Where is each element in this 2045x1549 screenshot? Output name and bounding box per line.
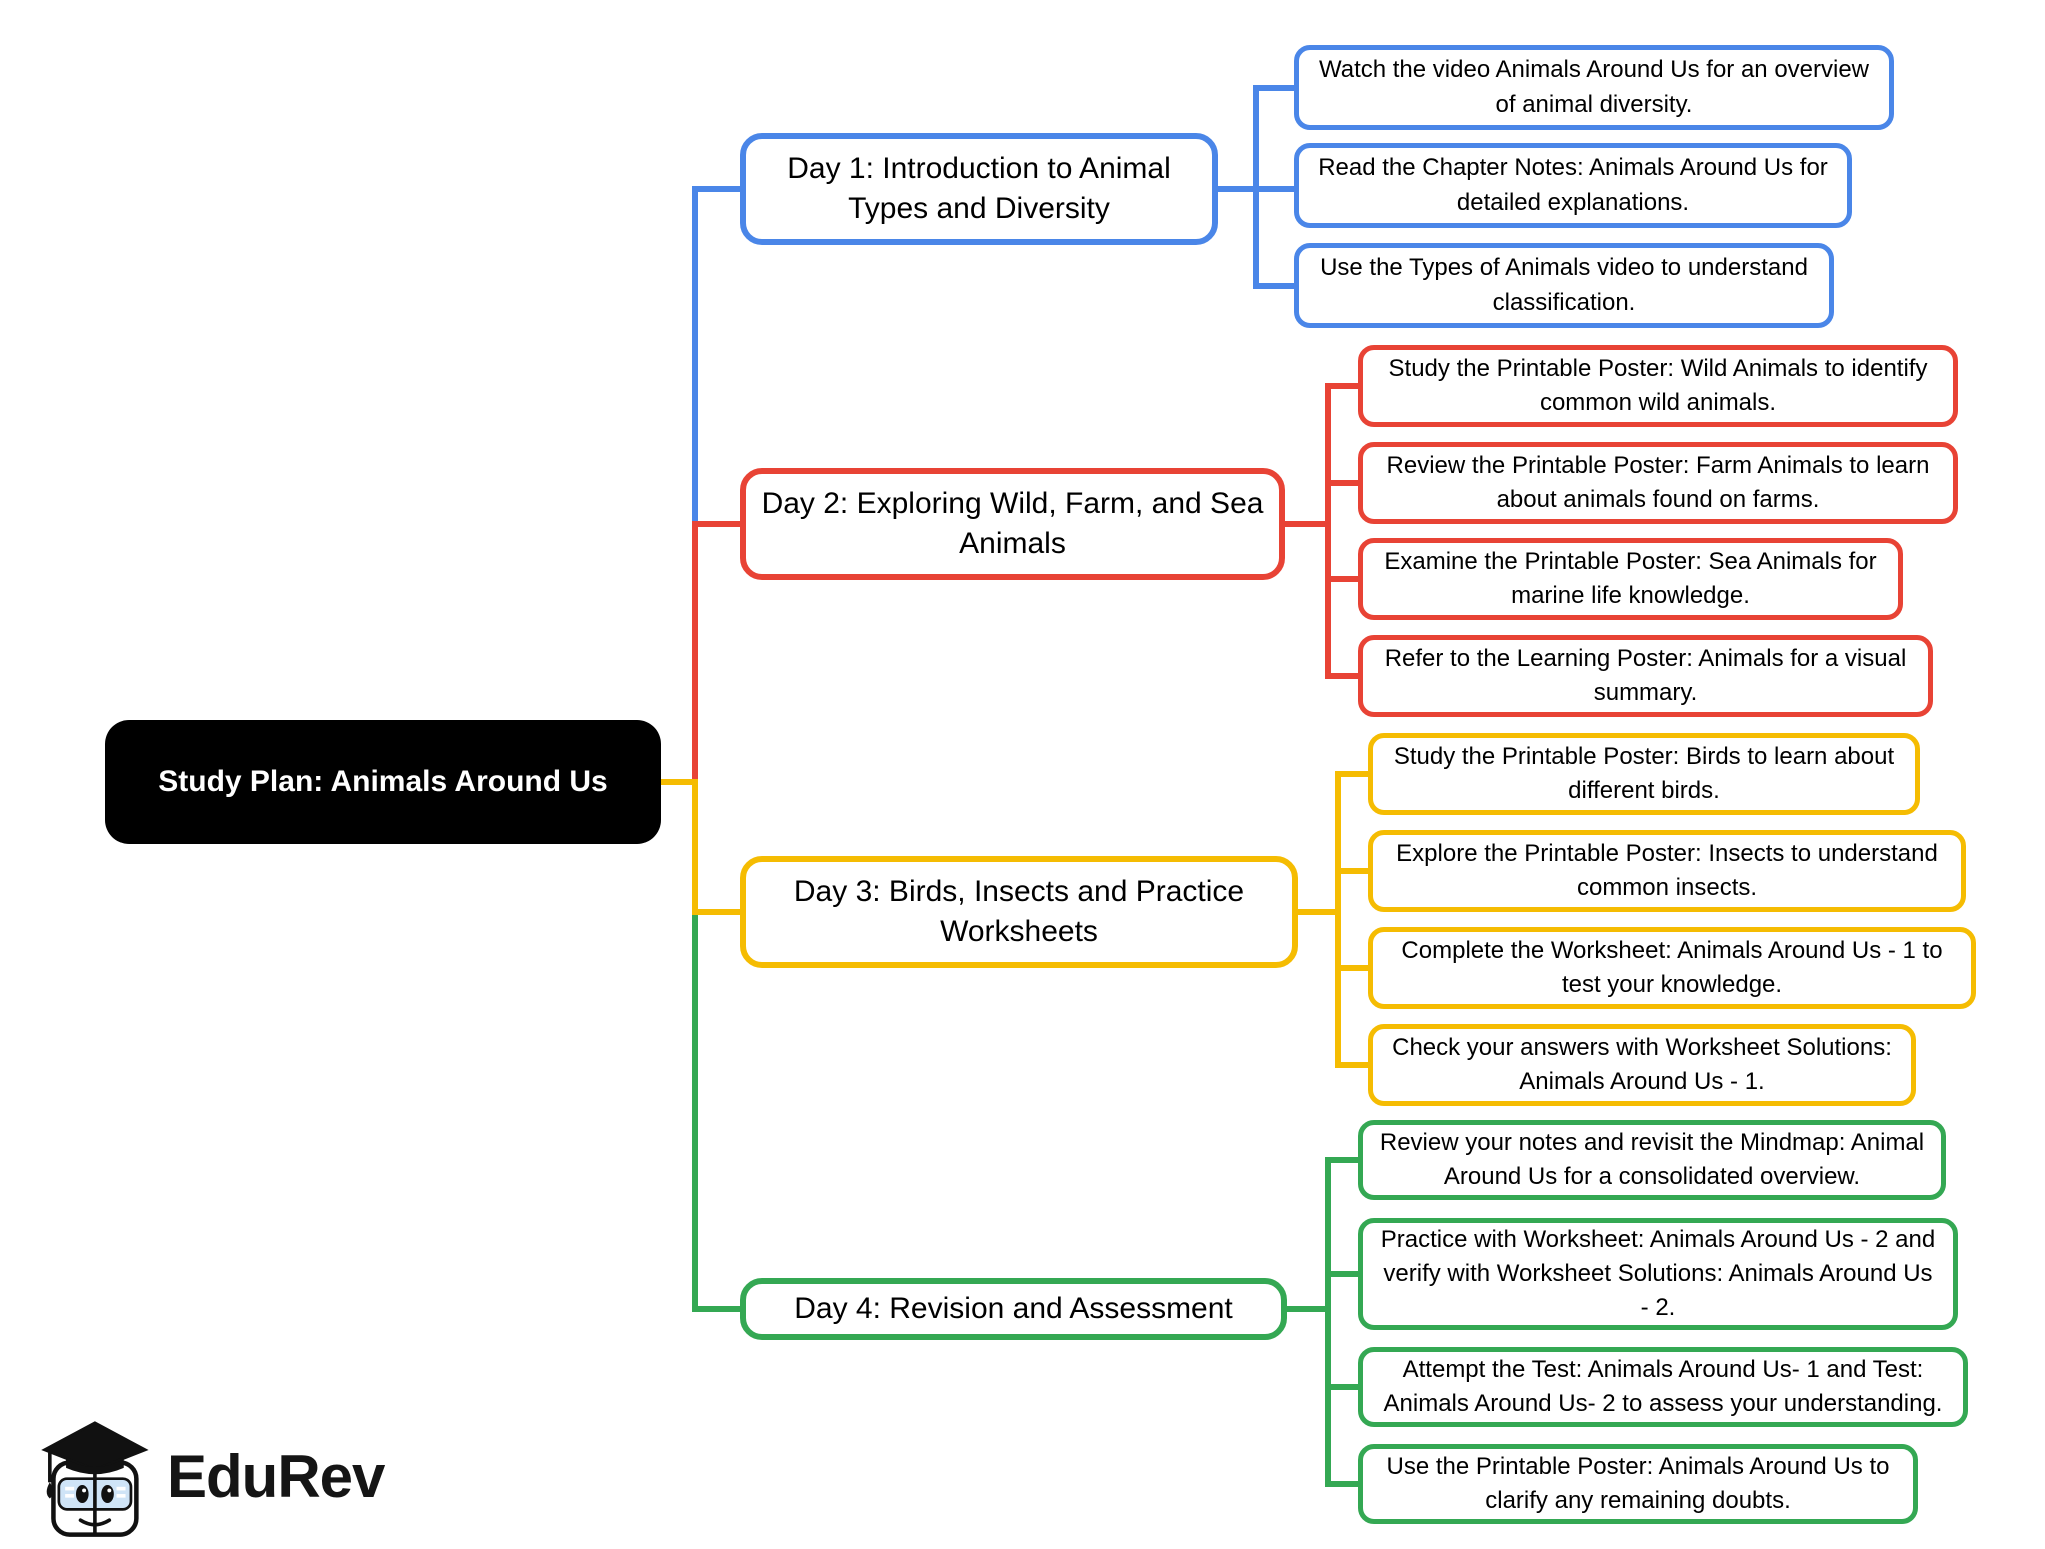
root-node xyxy=(105,720,661,844)
connector-branch2-leaf2 xyxy=(1325,480,1362,486)
day3-leaf-3 xyxy=(1368,927,1976,1009)
day1-title: Day 1: Introduction to Animal Types and Diversity xyxy=(787,152,1171,225)
connector-branch4-main xyxy=(1283,1306,1331,1312)
day4-leaf-1-text: Review your notes and revisit the Mindmap: Animal Around Us for a consolidated overview. xyxy=(1379,1128,1925,1190)
connector-branch3-trunk xyxy=(1335,771,1341,1068)
day4-leaf-3-text: Attempt the Test: Animals Around Us- 1 and Test: Animals Around Us- 2 to assess your understanding. xyxy=(1383,1355,1943,1417)
day2-leaf-3 xyxy=(1358,538,1903,620)
connector-trunk-blue xyxy=(692,186,698,524)
day4-leaf-2 xyxy=(1358,1218,1958,1330)
connector-branch4-leaf1 xyxy=(1325,1157,1362,1163)
connector-branch3-leaf2 xyxy=(1335,868,1372,874)
connector-branch2-leaf3 xyxy=(1325,576,1362,582)
day2-leaf-4 xyxy=(1358,635,1933,717)
day3-title: Day 3: Birds, Insects and Practice Worksheets xyxy=(793,875,1245,948)
day4-leaf-4 xyxy=(1358,1444,1918,1524)
connector-branch4-leaf2 xyxy=(1325,1271,1362,1277)
connector-branch3-main xyxy=(1294,909,1340,915)
connector-day2-stub xyxy=(692,521,744,527)
day2-leaf-2 xyxy=(1358,442,1958,524)
day2-node xyxy=(740,468,1285,580)
edurev-mascot-icon xyxy=(35,1412,153,1540)
day3-leaf-1 xyxy=(1368,733,1920,815)
connector-branch1-leaf3 xyxy=(1253,283,1294,289)
connector-trunk-red xyxy=(692,521,698,785)
connector-day1-stub xyxy=(692,186,744,192)
day3-leaf-4 xyxy=(1368,1024,1916,1106)
connector-day3-stub xyxy=(692,909,744,915)
day3-leaf-3-text: Complete the Worksheet: Animals Around Us - 1 to test your knowledge. xyxy=(1401,936,1943,998)
connector-branch4-leaf3 xyxy=(1325,1384,1362,1390)
day4-title: Day 4: Revision and Assessment xyxy=(794,1292,1233,1326)
day1-leaf-1-text: Watch the video Animals Around Us for an overview of animal diversity. xyxy=(1318,56,1870,118)
day2-title: Day 2: Exploring Wild, Farm, and Sea Animals xyxy=(761,487,1264,560)
day2-leaf-4-text: Refer to the Learning Poster: Animals for a visual summary. xyxy=(1384,644,1907,706)
connector-branch2-trunk xyxy=(1325,383,1331,679)
day2-leaf-3-text: Examine the Printable Poster: Sea Animals for marine life knowledge. xyxy=(1384,547,1877,609)
day4-leaf-3 xyxy=(1358,1347,1968,1427)
connector-branch3-leaf1 xyxy=(1335,771,1372,777)
day3-node xyxy=(740,856,1298,968)
day1-leaf-2 xyxy=(1294,143,1852,228)
day1-node xyxy=(740,133,1218,245)
day3-leaf-2 xyxy=(1368,830,1966,912)
day4-leaf-2-text: Practice with Worksheet: Animals Around Us - 2 and verify with Worksheet Solutions: Animals Around Us - 2. xyxy=(1380,1225,1936,1322)
connector-branch4-leaf4 xyxy=(1325,1481,1362,1487)
day2-leaf-1 xyxy=(1358,345,1958,427)
connector-branch1-leaf1 xyxy=(1253,85,1294,91)
connector-trunk-green xyxy=(692,909,698,1312)
connector-trunk-yellow xyxy=(692,779,698,915)
connector-branch2-leaf1 xyxy=(1325,383,1362,389)
day4-node xyxy=(740,1278,1287,1340)
connector-branch2-main xyxy=(1281,521,1331,527)
connector-branch4-trunk xyxy=(1325,1157,1331,1487)
day1-leaf-1 xyxy=(1294,45,1894,130)
day1-leaf-3 xyxy=(1294,243,1834,328)
day3-leaf-2-text: Explore the Printable Poster: Insects to understand common insects. xyxy=(1396,839,1938,901)
day1-leaf-2-text: Read the Chapter Notes: Animals Around Us for detailed explanations. xyxy=(1318,154,1828,216)
day4-leaf-4-text: Use the Printable Poster: Animals Around Us to clarify any remaining doubts. xyxy=(1386,1452,1890,1514)
edurev-logo xyxy=(35,1412,384,1540)
day2-leaf-1-text: Study the Printable Poster: Wild Animals to identify common wild animals. xyxy=(1388,354,1928,416)
edurev-logo-text: EduRev xyxy=(167,1442,385,1510)
day4-leaf-1 xyxy=(1358,1120,1946,1200)
connector-branch3-leaf3 xyxy=(1335,965,1372,971)
connector-branch1-trunk xyxy=(1253,85,1259,289)
connector-branch3-leaf4 xyxy=(1335,1062,1372,1068)
day3-leaf-1-text: Study the Printable Poster: Birds to learn about different birds. xyxy=(1393,742,1895,804)
day1-leaf-3-text: Use the Types of Animals video to understand classification. xyxy=(1320,254,1808,316)
connector-day4-stub xyxy=(692,1306,744,1312)
root-title: Study Plan: Animals Around Us xyxy=(158,764,608,798)
day3-leaf-4-text: Check your answers with Worksheet Solutions: Animals Around Us - 1. xyxy=(1392,1033,1892,1095)
day2-leaf-2-text: Review the Printable Poster: Farm Animals to learn about animals found on farms. xyxy=(1386,451,1930,513)
connector-branch2-leaf4 xyxy=(1325,673,1362,679)
